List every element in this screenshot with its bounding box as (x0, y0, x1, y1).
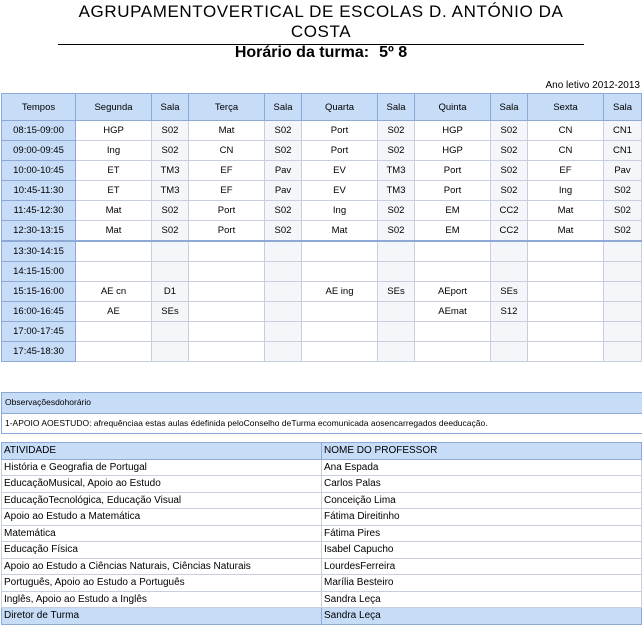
room-cell (265, 241, 302, 262)
room-cell (265, 282, 302, 302)
room-cell: S02 (491, 181, 528, 201)
subject-cell (415, 262, 491, 282)
room-cell (604, 241, 642, 262)
teacher-row (2, 476, 642, 493)
time-slot: 10:45-11:30 (2, 181, 76, 201)
teacher-row (2, 459, 642, 476)
subject-cell: Mat (302, 221, 378, 242)
room-cell: CN1 (604, 141, 642, 161)
room-cell: CN1 (604, 121, 642, 141)
time-slot: 17:45-18:30 (2, 342, 76, 362)
teacher-name-cell: Isabel Capucho (322, 542, 642, 559)
room-cell: S02 (265, 221, 302, 242)
observations-box (1, 392, 642, 434)
schedule-column-header: Sala (604, 94, 642, 121)
room-cell (378, 241, 415, 262)
room-cell: TM3 (152, 161, 189, 181)
schedule-column-header: Sexta (528, 94, 604, 121)
teacher-row (2, 509, 642, 526)
subject-cell (528, 322, 604, 342)
subject-cell: AE (76, 302, 152, 322)
subject-cell (415, 322, 491, 342)
schedule-row (2, 262, 642, 282)
subject-cell: HGP (76, 121, 152, 141)
subject-cell: AE ing (302, 282, 378, 302)
subject-cell: AE cn (76, 282, 152, 302)
room-cell (604, 342, 642, 362)
subject-cell (528, 262, 604, 282)
subject-cell (76, 342, 152, 362)
room-cell: Pav (265, 181, 302, 201)
teachers-table (1, 442, 642, 625)
time-slot: 08:15-09:00 (2, 121, 76, 141)
activity-cell: Matemática (2, 525, 322, 542)
room-cell (152, 262, 189, 282)
time-slot: 10:00-10:45 (2, 161, 76, 181)
room-cell: S02 (604, 201, 642, 221)
subject-cell: EV (302, 181, 378, 201)
activity-column-header: ATIVIDADE (2, 443, 322, 460)
subject-cell: CN (528, 121, 604, 141)
subject-cell: Port (189, 221, 265, 242)
room-cell (378, 342, 415, 362)
activity-cell: Apoio ao Estudo a Matemática (2, 509, 322, 526)
subject-cell: ET (76, 181, 152, 201)
room-cell: S02 (378, 141, 415, 161)
subject-cell (302, 302, 378, 322)
subject-cell: Mat (528, 201, 604, 221)
page-title (0, 44, 642, 62)
room-cell (265, 302, 302, 322)
subject-cell (76, 262, 152, 282)
teacher-name-cell: LourdesFerreira (322, 558, 642, 575)
room-cell (378, 262, 415, 282)
schedule-row (2, 282, 642, 302)
room-cell: S02 (491, 161, 528, 181)
room-cell (152, 322, 189, 342)
teacher-name-cell: Marília Besteiro (322, 575, 642, 592)
schedule-column-header: Quinta (415, 94, 491, 121)
subject-cell (528, 302, 604, 322)
teachers-header-row (2, 443, 642, 460)
teacher-row (2, 591, 642, 608)
room-cell (265, 342, 302, 362)
activity-cell: História e Geografia de Portugal (2, 459, 322, 476)
schedule-row (2, 241, 642, 262)
subject-cell: Mat (528, 221, 604, 242)
room-cell: Pav (604, 161, 642, 181)
subject-cell: Mat (76, 201, 152, 221)
class-director-label: Diretor de Turma (2, 608, 322, 625)
subject-cell: Ing (76, 141, 152, 161)
subject-cell: Mat (189, 121, 265, 141)
subject-cell: Port (302, 121, 378, 141)
schedule-row (2, 181, 642, 201)
room-cell: S02 (265, 201, 302, 221)
time-slot: 09:00-09:45 (2, 141, 76, 161)
schedule-column-header: Terça (189, 94, 265, 121)
room-cell: D1 (152, 282, 189, 302)
class-director-row (2, 608, 642, 625)
room-cell: TM3 (378, 181, 415, 201)
room-cell: SEs (378, 282, 415, 302)
room-cell: S02 (152, 201, 189, 221)
room-cell (491, 262, 528, 282)
subject-cell: CN (528, 141, 604, 161)
room-cell (491, 241, 528, 262)
subject-cell: EM (415, 201, 491, 221)
room-cell: S02 (378, 121, 415, 141)
subject-cell (302, 322, 378, 342)
subject-cell (415, 342, 491, 362)
teacher-name-cell: Ana Espada (322, 459, 642, 476)
subject-cell: Ing (528, 181, 604, 201)
teacher-row (2, 575, 642, 592)
subject-cell (76, 322, 152, 342)
schedule-column-header: Sala (491, 94, 528, 121)
subject-cell: Mat (76, 221, 152, 242)
subject-cell (189, 282, 265, 302)
schedule-row (2, 342, 642, 362)
activity-cell: Apoio ao Estudo a Ciências Naturais, Ciências Naturais (2, 558, 322, 575)
teacher-name-cell: Fátima Pires (322, 525, 642, 542)
room-cell (378, 302, 415, 322)
teacher-name-cell: Fátima Direitinho (322, 509, 642, 526)
title-label: Horário da turma: (234, 44, 370, 61)
subject-cell (302, 241, 378, 262)
time-slot: 12:30-13:15 (2, 221, 76, 242)
room-cell (604, 302, 642, 322)
room-cell (604, 322, 642, 342)
school-name: AGRUPAMENTOVERTICAL DE ESCOLAS D. ANTÓNIO DA COSTA (58, 2, 584, 45)
schedule-table (1, 93, 642, 362)
schedule-column-header: Sala (378, 94, 415, 121)
room-cell: S02 (604, 221, 642, 242)
room-cell (378, 322, 415, 342)
schedule-column-header: Segunda (76, 94, 152, 121)
room-cell: S02 (604, 181, 642, 201)
subject-cell: EF (189, 161, 265, 181)
time-slot: 15:15-16:00 (2, 282, 76, 302)
room-cell: S02 (152, 221, 189, 242)
teacher-row (2, 525, 642, 542)
schedule-row (2, 201, 642, 221)
room-cell (604, 282, 642, 302)
subject-cell (302, 342, 378, 362)
teacher-name-cell: Sandra Leça (322, 591, 642, 608)
room-cell: S02 (152, 141, 189, 161)
teacher-row (2, 542, 642, 559)
activity-cell: EducaçãoTecnológica, Educação Visual (2, 492, 322, 509)
subject-cell (189, 241, 265, 262)
schedule-row (2, 141, 642, 161)
teacher-row (2, 558, 642, 575)
subject-cell (189, 302, 265, 322)
room-cell: S02 (265, 141, 302, 161)
room-cell (152, 342, 189, 362)
activity-cell: Educação Física (2, 542, 322, 559)
time-slot: 13:30-14:15 (2, 241, 76, 262)
observations-text: 1-APOIO AOESTUDO: afrequênciaa estas aulas édefinida peloConselho deTurma ecomunicada aosencarregados deeducação. (5, 418, 488, 428)
room-cell (265, 262, 302, 282)
room-cell: Pav (265, 161, 302, 181)
subject-cell: EV (302, 161, 378, 181)
room-cell (265, 322, 302, 342)
room-cell (491, 342, 528, 362)
room-cell: S02 (265, 121, 302, 141)
room-cell: CC2 (491, 201, 528, 221)
subject-cell (528, 241, 604, 262)
activity-cell: Inglês, Apoio ao Estudo a Inglês (2, 591, 322, 608)
schedule-column-header: Tempos (2, 94, 76, 121)
subject-cell (189, 262, 265, 282)
subject-cell: Ing (302, 201, 378, 221)
schedule-row (2, 161, 642, 181)
subject-cell: HGP (415, 121, 491, 141)
observations-heading: Observaçõesdohorário (2, 393, 642, 414)
room-cell: S02 (152, 121, 189, 141)
teacher-name-cell: Carlos Palas (322, 476, 642, 493)
subject-cell (189, 342, 265, 362)
subject-cell: Port (189, 201, 265, 221)
schedule-row (2, 322, 642, 342)
time-slot: 11:45-12:30 (2, 201, 76, 221)
class-name: 5º 8 (379, 44, 408, 61)
schedule-row (2, 221, 642, 242)
subject-cell: EF (189, 181, 265, 201)
room-cell: S02 (378, 201, 415, 221)
subject-cell: ET (76, 161, 152, 181)
subject-cell (415, 241, 491, 262)
activity-cell: EducaçãoMusical, Apoio ao Estudo (2, 476, 322, 493)
room-cell (491, 322, 528, 342)
schedule-column-header: Sala (265, 94, 302, 121)
teacher-column-header: NOME DO PROFESSOR (322, 443, 642, 460)
time-slot: 16:00-16:45 (2, 302, 76, 322)
teacher-name-cell: Conceição Lima (322, 492, 642, 509)
room-cell: S02 (378, 221, 415, 242)
room-cell: SEs (491, 282, 528, 302)
subject-cell: AEmat (415, 302, 491, 322)
room-cell (604, 262, 642, 282)
room-cell: SEs (152, 302, 189, 322)
schedule-column-header: Sala (152, 94, 189, 121)
schedule-row (2, 302, 642, 322)
room-cell: S12 (491, 302, 528, 322)
subject-cell (528, 282, 604, 302)
schedule-header-row (2, 94, 642, 121)
time-slot: 14:15-15:00 (2, 262, 76, 282)
room-cell: CC2 (491, 221, 528, 242)
subject-cell: EF (528, 161, 604, 181)
subject-cell: EM (415, 221, 491, 242)
subject-cell: AEport (415, 282, 491, 302)
subject-cell: Port (302, 141, 378, 161)
subject-cell: Port (415, 181, 491, 201)
room-cell (152, 241, 189, 262)
schedule-column-header: Quarta (302, 94, 378, 121)
time-slot: 17:00-17:45 (2, 322, 76, 342)
subject-cell (76, 241, 152, 262)
subject-cell (528, 342, 604, 362)
subject-cell: Port (415, 161, 491, 181)
room-cell: S02 (491, 121, 528, 141)
subject-cell (189, 322, 265, 342)
room-cell: S02 (491, 141, 528, 161)
school-year: Ano letivo 2012-2013 (545, 80, 640, 91)
room-cell: TM3 (152, 181, 189, 201)
subject-cell: HGP (415, 141, 491, 161)
activity-cell: Português, Apoio ao Estudo a Português (2, 575, 322, 592)
subject-cell: CN (189, 141, 265, 161)
room-cell: TM3 (378, 161, 415, 181)
teacher-row (2, 492, 642, 509)
schedule-body (2, 121, 642, 362)
subject-cell (302, 262, 378, 282)
class-director-name: Sandra Leça (322, 608, 642, 625)
schedule-row (2, 121, 642, 141)
